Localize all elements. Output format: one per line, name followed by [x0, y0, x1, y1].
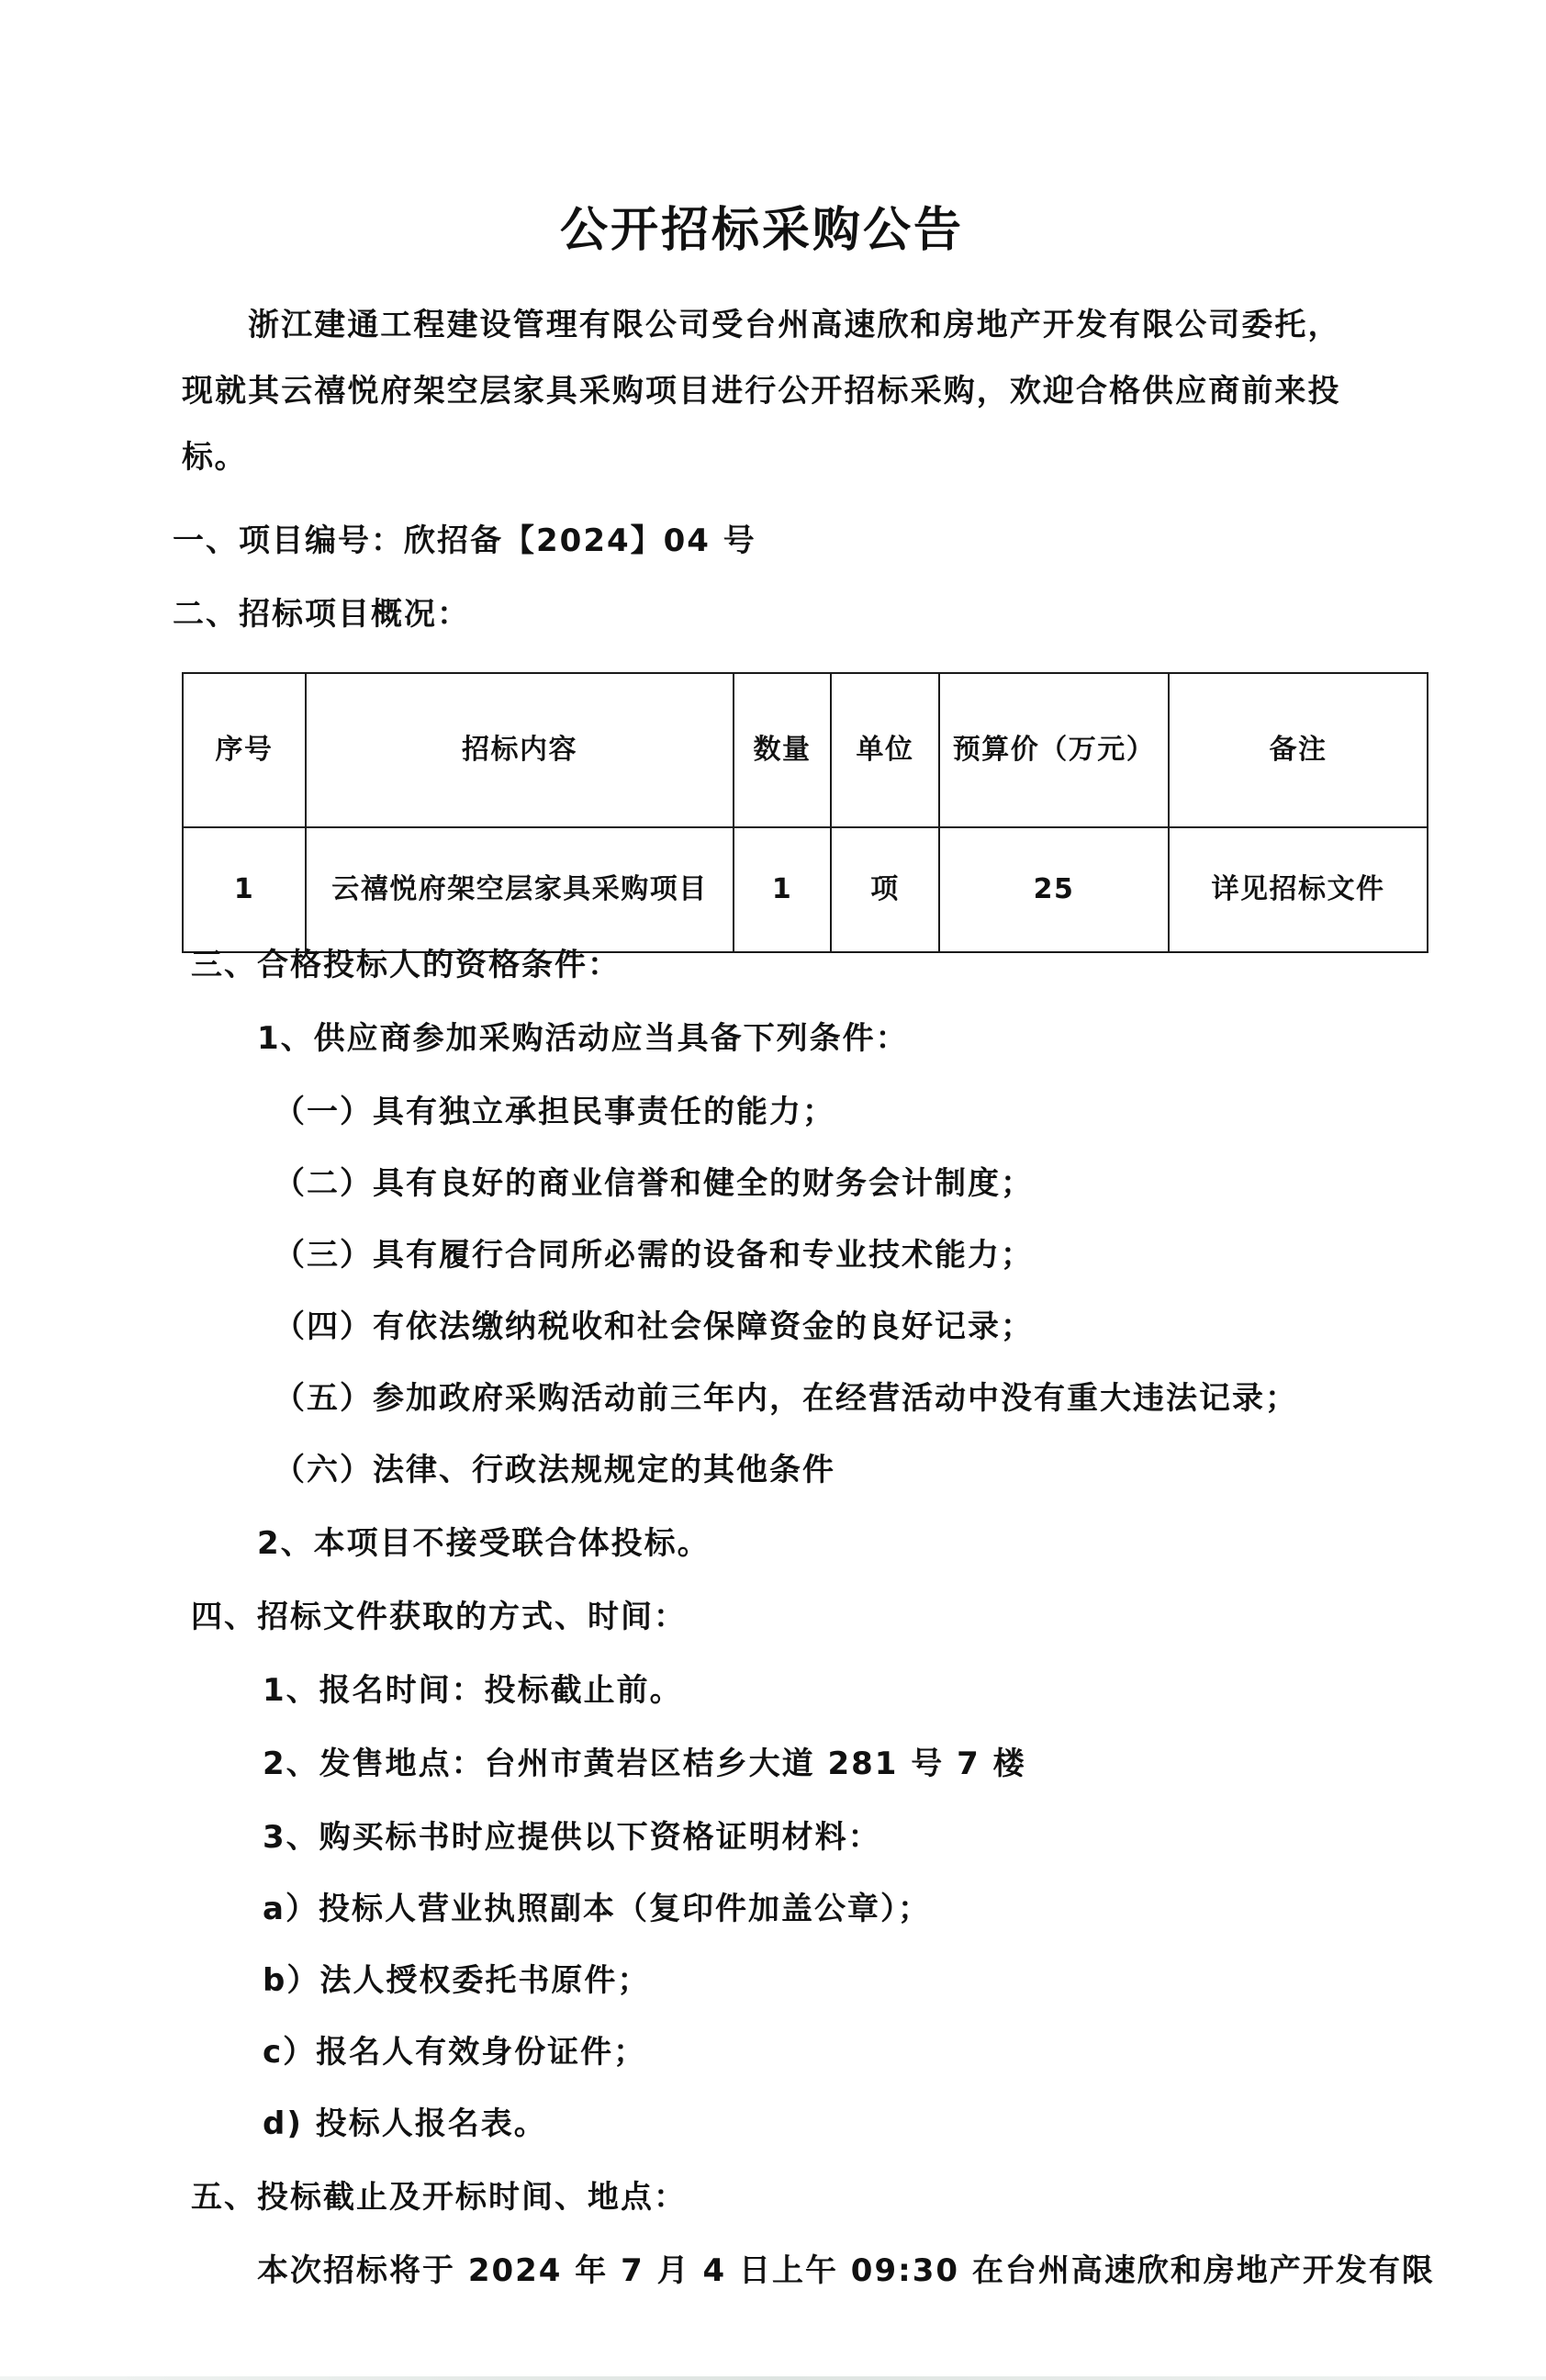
- material-item-b: b）法人授权委托书原件；: [263, 1962, 651, 1999]
- table-cell-content: 云禧悦府架空层家具采购项目: [306, 827, 734, 952]
- intro-paragraph: 浙江建通工程建设管理有限公司受台州高速欣和房地产开发有限公司委托，现就其云禧悦府架空层家具采购项目进行公开招标采购，欢迎合格供应商前来投标。: [182, 307, 1340, 476]
- condition-item-3: （三）具有履行合同所必需的设备和专业技术能力；: [274, 1237, 1034, 1274]
- section-three-item-1: 1、供应商参加采购活动应当具备下列条件：: [257, 1020, 909, 1057]
- condition-item-1: （一）具有独立承担民事责任的能力；: [274, 1094, 835, 1130]
- section-three-heading: 三、合格投标人的资格条件：: [191, 947, 621, 983]
- page-sheet: [165, 0, 1435, 2380]
- section-four-item-2: 2、发售地点：台州市黄岩区桔乡大道 281 号 7 楼: [263, 1746, 1026, 1782]
- table-header-quantity: 数量: [734, 673, 831, 827]
- table-cell-budget: 25: [939, 827, 1169, 952]
- table-header-budget: 预算价（万元）: [939, 673, 1169, 827]
- table-cell-seq: 1: [183, 827, 306, 952]
- table-header-note: 备注: [1169, 673, 1428, 827]
- condition-item-5: （五）参加政府采购活动前三年内，在经营活动中没有重大违法记录；: [274, 1380, 1298, 1417]
- table-cell-quantity: 1: [734, 827, 831, 952]
- table-row: [183, 827, 1428, 952]
- section-five-body: 本次招标将于 2024 年 7 月 4 日上午 09:30 在台州高速欣和房地产开发有限: [257, 2252, 1435, 2289]
- condition-item-2: （二）具有良好的商业信誉和健全的财务会计制度；: [274, 1165, 1034, 1202]
- bid-overview-table-wrap: [182, 672, 1385, 953]
- bid-overview-table: [182, 672, 1428, 953]
- section-five-heading: 五、投标截止及开标时间、地点：: [191, 2179, 687, 2216]
- page-title: 公开招标采购公告: [559, 203, 964, 258]
- section-four-heading: 四、招标文件获取的方式、时间：: [191, 1599, 687, 1635]
- material-item-d: d) 投标人报名表。: [263, 2105, 547, 2142]
- table-header-content: 招标内容: [306, 673, 734, 827]
- section-four-item-3: 3、购买标书时应提供以下资格证明材料：: [263, 1819, 881, 1856]
- table-header-unit: 单位: [831, 673, 939, 827]
- section-three-item-2: 2、本项目不接受联合体投标。: [257, 1525, 711, 1562]
- material-item-c: c）报名人有效身份证件；: [263, 2034, 647, 2071]
- table-cell-unit: 项: [831, 827, 939, 952]
- section-two-heading: 二、招标项目概况：: [173, 596, 470, 633]
- condition-item-6: （六）法律、行政法规规定的其他条件: [274, 1452, 835, 1488]
- condition-item-4: （四）有依法缴纳税收和社会保障资金的良好记录；: [274, 1308, 1034, 1345]
- table-header-row: [183, 673, 1428, 827]
- table-cell-note: 详见招标文件: [1169, 827, 1428, 952]
- section-four-item-1: 1、报名时间：投标截止前。: [263, 1672, 683, 1709]
- table-header-seq: 序号: [183, 673, 306, 827]
- section-one-heading: 一、项目编号：欣招备【2024】04 号: [173, 522, 756, 559]
- material-item-a: a）投标人营业执照副本（复印件加盖公章）；: [263, 1891, 931, 1927]
